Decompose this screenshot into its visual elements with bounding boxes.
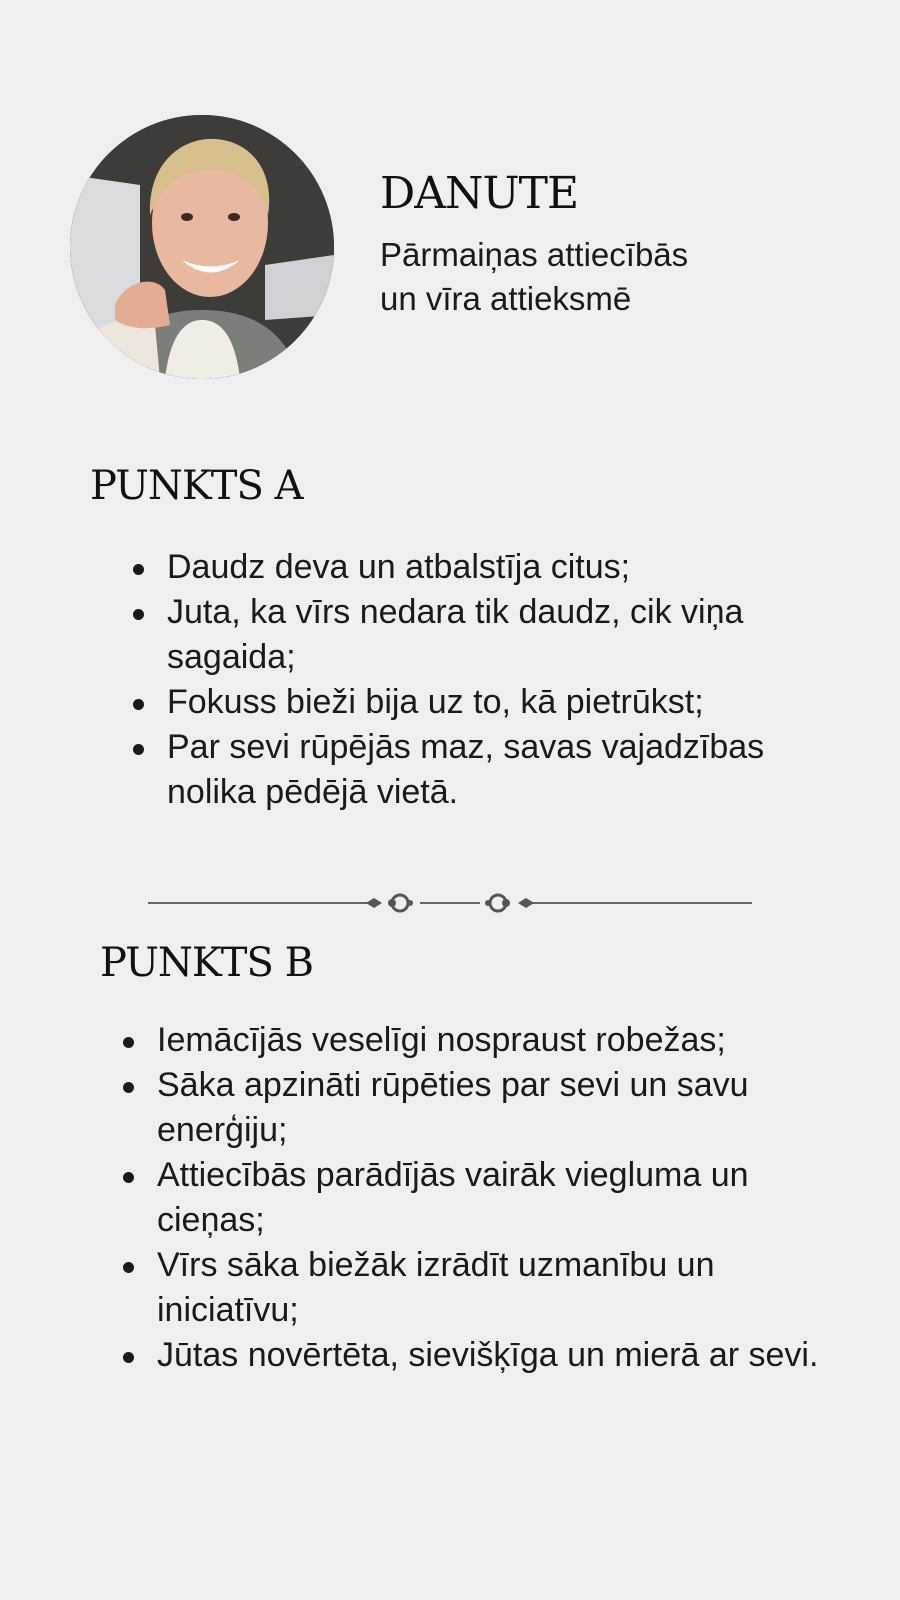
section-b-list <box>123 1018 863 1378</box>
client-subtitle <box>380 233 820 321</box>
subtitle-line: un vīra attieksmē <box>380 280 632 317</box>
list-item: Iemācījās veselīgi nospraust robežas; <box>123 1018 863 1063</box>
list-item: Juta, ka vīrs nedara tik daudz, cik viņa sagaida; <box>133 590 823 680</box>
list-item: Attiecībās parādījās vairāk viegluma un cieņas; <box>123 1153 863 1243</box>
subtitle-line: Pārmaiņas attiecībās <box>380 236 689 273</box>
section-a-list <box>133 545 823 815</box>
list-item: Sāka apzināti rūpēties par sevi un savu enerģiju; <box>123 1063 863 1153</box>
section-a-title: PUNKTS A <box>90 463 303 509</box>
ornamental-divider <box>148 890 752 916</box>
profile-photo <box>70 115 334 379</box>
list-item: Par sevi rūpējās maz, savas vajadzības nolika pēdējā vietā. <box>133 725 823 815</box>
portrait-image <box>70 115 334 379</box>
list-item: Jūtas novērtēta, sievišķīga un mierā ar sevi. <box>123 1333 863 1378</box>
list-item: Fokuss bieži bija uz to, kā pietrūkst; <box>133 680 823 725</box>
section-b-title: PUNKTS B <box>100 940 313 986</box>
client-name: DANUTE <box>380 168 579 219</box>
list-item: Vīrs sāka biežāk izrādīt uzmanību un iniciatīvu; <box>123 1243 863 1333</box>
list-item: Daudz deva un atbalstīja citus; <box>133 545 823 590</box>
